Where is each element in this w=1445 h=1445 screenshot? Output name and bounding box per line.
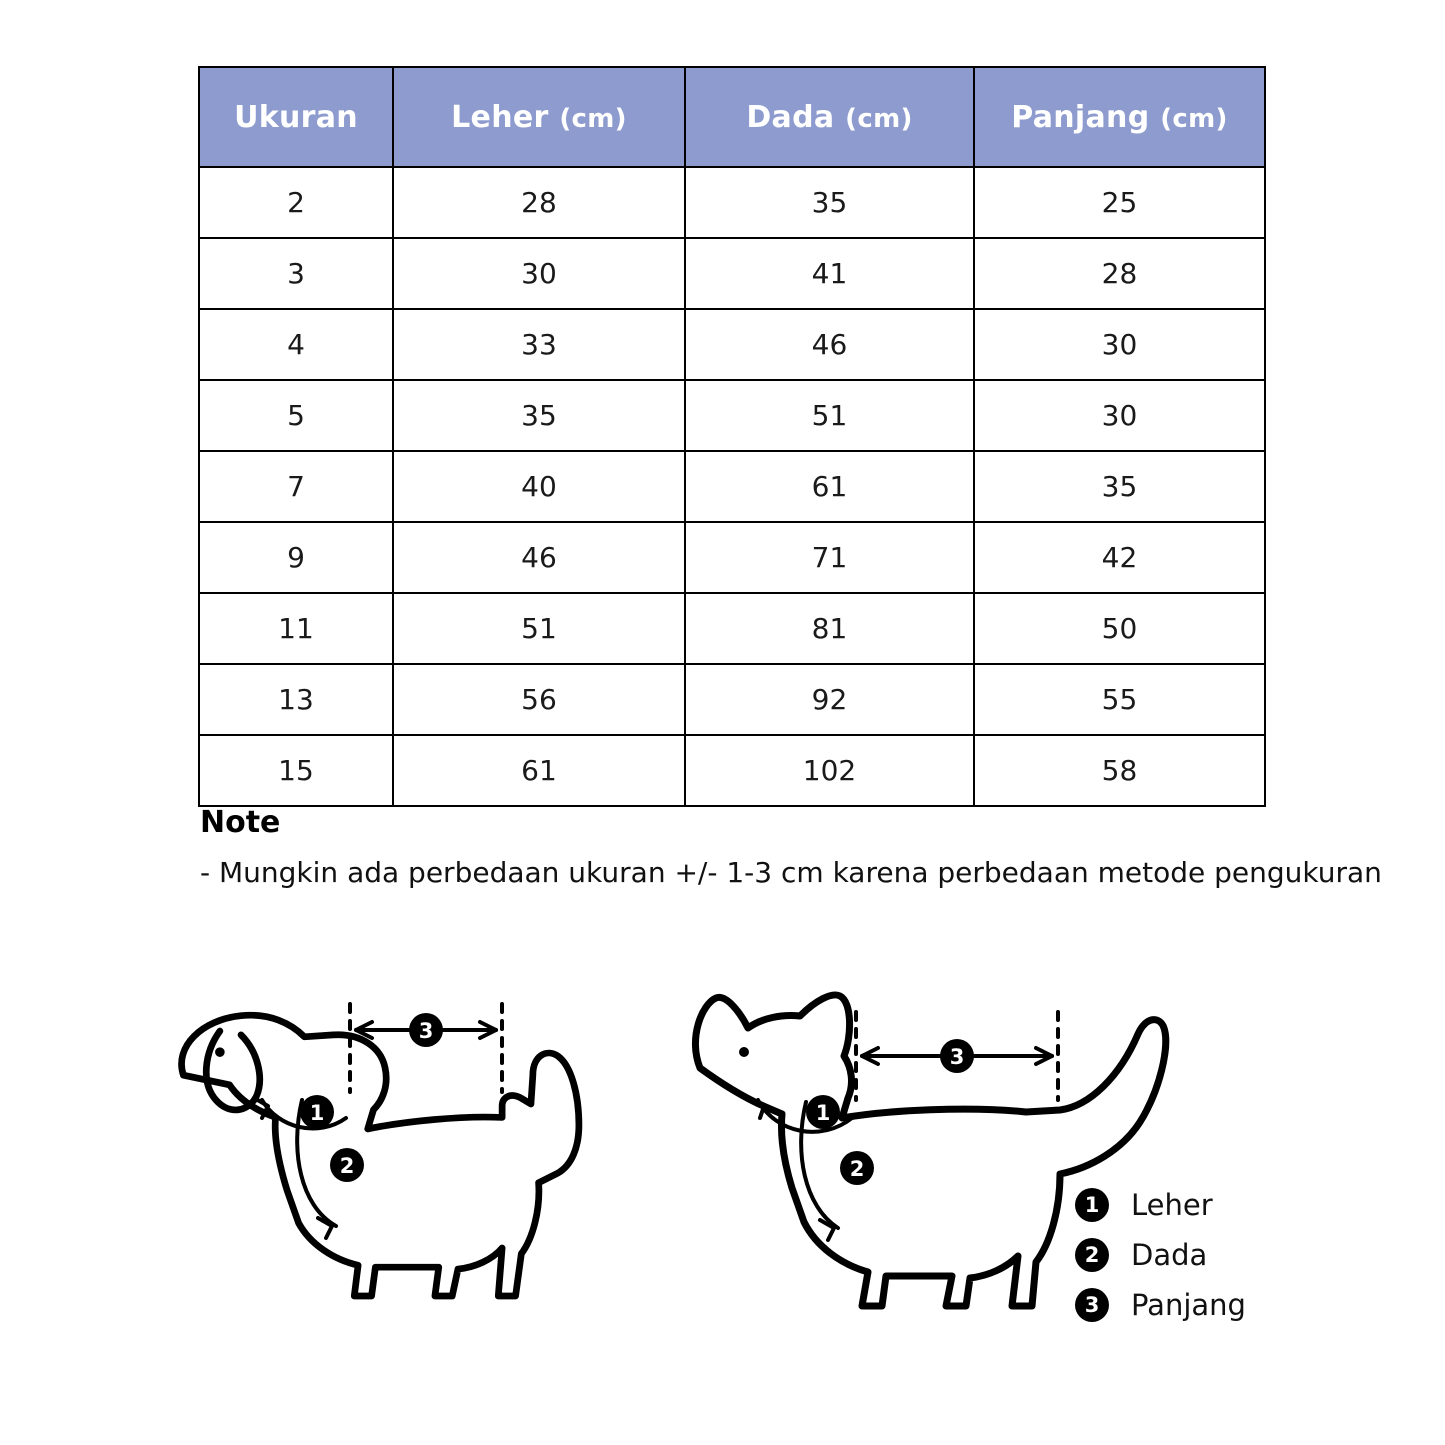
cell-dada: 102 bbox=[685, 735, 974, 806]
cell-panjang: 25 bbox=[974, 167, 1265, 238]
dog-marker-1 bbox=[300, 1095, 334, 1129]
table-row bbox=[199, 664, 1265, 735]
column-header-dada bbox=[685, 67, 974, 167]
cell-dada: 61 bbox=[685, 451, 974, 522]
cell-panjang: 50 bbox=[974, 593, 1265, 664]
svg-text:1: 1 bbox=[309, 1101, 325, 1125]
cell-panjang: 42 bbox=[974, 522, 1265, 593]
svg-text:3: 3 bbox=[418, 1019, 434, 1043]
cell-dada: 71 bbox=[685, 522, 974, 593]
cat-marker-2 bbox=[840, 1151, 874, 1185]
cell-panjang: 28 bbox=[974, 238, 1265, 309]
table-row bbox=[199, 238, 1265, 309]
cell-leher: 33 bbox=[393, 309, 685, 380]
cell-dada: 46 bbox=[685, 309, 974, 380]
legend bbox=[1075, 1180, 1375, 1330]
column-header-ukuran-label: Ukuran bbox=[234, 99, 358, 135]
table-row bbox=[199, 167, 1265, 238]
cat-marker-1 bbox=[806, 1095, 840, 1129]
cell-panjang: 35 bbox=[974, 451, 1265, 522]
column-header-panjang-unit: (cm) bbox=[1160, 103, 1228, 134]
table-row bbox=[199, 380, 1265, 451]
cell-ukuran: 5 bbox=[199, 380, 393, 451]
cell-ukuran: 9 bbox=[199, 522, 393, 593]
legend-item-panjang bbox=[1075, 1280, 1375, 1330]
cell-ukuran: 11 bbox=[199, 593, 393, 664]
table-header-row bbox=[199, 67, 1265, 167]
column-header-leher-unit: (cm) bbox=[559, 103, 627, 134]
table-row bbox=[199, 451, 1265, 522]
legend-badge-1: 1 bbox=[1075, 1188, 1109, 1222]
cell-dada: 51 bbox=[685, 380, 974, 451]
svg-text:3: 3 bbox=[949, 1045, 965, 1069]
cell-leher: 35 bbox=[393, 380, 685, 451]
cell-dada: 41 bbox=[685, 238, 974, 309]
column-header-panjang bbox=[974, 67, 1265, 167]
legend-badge-3: 3 bbox=[1075, 1288, 1109, 1322]
svg-text:1: 1 bbox=[815, 1101, 831, 1125]
column-header-dada-unit: (cm) bbox=[845, 103, 913, 134]
note-section bbox=[200, 805, 1380, 889]
dog-marker-3 bbox=[409, 1013, 443, 1047]
dog-marker-2 bbox=[330, 1148, 364, 1182]
table-row bbox=[199, 593, 1265, 664]
legend-label-leher: Leher bbox=[1131, 1188, 1213, 1222]
cell-panjang: 30 bbox=[974, 309, 1265, 380]
table-header bbox=[199, 67, 1265, 167]
column-header-dada-label: Dada bbox=[746, 99, 835, 135]
cell-dada: 92 bbox=[685, 664, 974, 735]
cell-dada: 35 bbox=[685, 167, 974, 238]
cell-leher: 40 bbox=[393, 451, 685, 522]
cell-panjang: 58 bbox=[974, 735, 1265, 806]
column-header-leher-label: Leher bbox=[451, 99, 549, 135]
cell-ukuran: 13 bbox=[199, 664, 393, 735]
column-header-panjang-label: Panjang bbox=[1011, 99, 1150, 135]
note-line-1: - Mungkin ada perbedaan ukuran +/- 1-3 cm karena perbedaan metode pengukuran bbox=[200, 856, 1382, 889]
cell-panjang: 55 bbox=[974, 664, 1265, 735]
cell-dada: 81 bbox=[685, 593, 974, 664]
cell-ukuran: 15 bbox=[199, 735, 393, 806]
legend-item-leher bbox=[1075, 1180, 1375, 1230]
table-row bbox=[199, 522, 1265, 593]
table-row bbox=[199, 309, 1265, 380]
table-row bbox=[199, 735, 1265, 806]
legend-label-panjang: Panjang bbox=[1131, 1288, 1246, 1322]
cell-leher: 46 bbox=[393, 522, 685, 593]
svg-text:2: 2 bbox=[339, 1154, 355, 1178]
cell-panjang: 30 bbox=[974, 380, 1265, 451]
cell-leher: 51 bbox=[393, 593, 685, 664]
cell-ukuran: 3 bbox=[199, 238, 393, 309]
cell-ukuran: 4 bbox=[199, 309, 393, 380]
cell-leher: 61 bbox=[393, 735, 685, 806]
cell-ukuran: 2 bbox=[199, 167, 393, 238]
svg-text:2: 2 bbox=[849, 1157, 865, 1181]
note-title: Note bbox=[200, 805, 281, 840]
table-body bbox=[199, 167, 1265, 806]
legend-item-dada bbox=[1075, 1230, 1375, 1280]
cell-leher: 28 bbox=[393, 167, 685, 238]
column-header-ukuran bbox=[199, 67, 393, 167]
legend-label-dada: Dada bbox=[1131, 1238, 1208, 1272]
cell-leher: 30 bbox=[393, 238, 685, 309]
cat-marker-3 bbox=[940, 1039, 974, 1073]
cell-ukuran: 7 bbox=[199, 451, 393, 522]
cell-leher: 56 bbox=[393, 664, 685, 735]
legend-badge-2: 2 bbox=[1075, 1238, 1109, 1272]
size-table bbox=[198, 66, 1266, 807]
dog-outline bbox=[182, 1015, 579, 1296]
column-header-leher bbox=[393, 67, 685, 167]
